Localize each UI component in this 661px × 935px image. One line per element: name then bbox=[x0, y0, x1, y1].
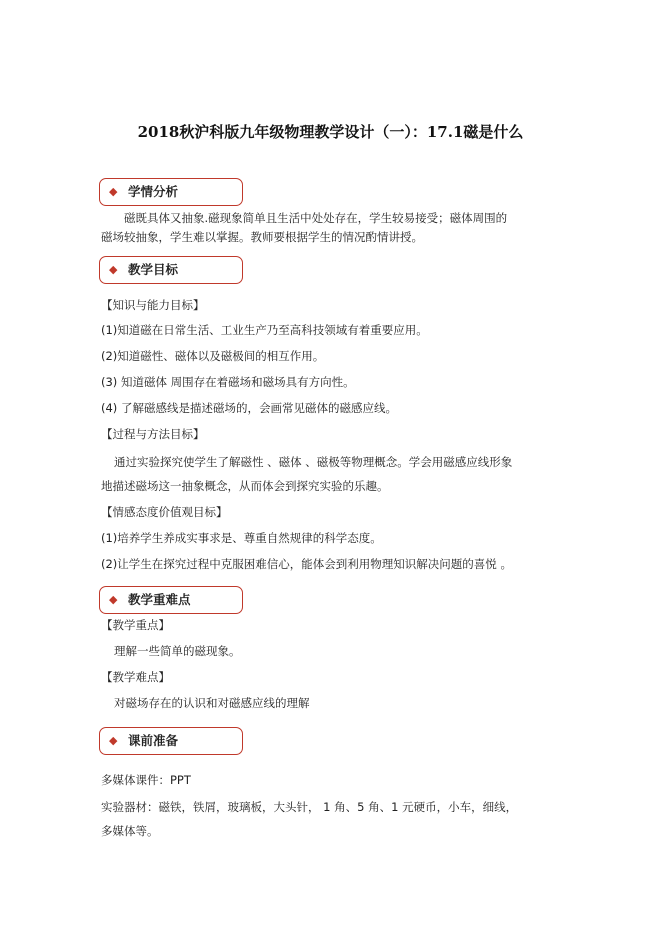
section-header-label: 学情分析 bbox=[128, 184, 179, 199]
diamond-icon: ◆ bbox=[109, 593, 118, 606]
diamond-icon: ◆ bbox=[109, 185, 118, 198]
process-line-1: 通过实验探究使学生了解磁性 、磁体 、磁极等物理概念。学会用磁感应线形象 bbox=[114, 455, 513, 469]
section-header-label: 教学目标 bbox=[128, 262, 179, 277]
emotion-item: (1)培养学生养成实事求是、尊重自然规律的科学态度。 bbox=[101, 531, 382, 545]
process-line-2: 地描述磁场这一抽象概念，从而体会到探究实验的乐趣。 bbox=[101, 479, 389, 493]
page-title: 2018秋沪科版九年级物理教学设计（一）：17.1磁是什么 bbox=[137, 123, 524, 141]
key-heading: 【教学重点】 bbox=[101, 618, 170, 632]
knowledge-item: (1)知道磁在日常生活、工业生产乃至高科技领域有着重要应用。 bbox=[101, 323, 428, 337]
analysis-line-2: 磁场较抽象，学生难以掌握。教师要根据学生的情况酌情讲授。 bbox=[101, 230, 423, 244]
section-header-keypoints bbox=[99, 586, 243, 614]
difficult-text: 对磁场存在的认识和对磁感应线的理解 bbox=[114, 696, 310, 710]
emotion-item: (2)让学生在探究过程中克服困难信心，能体会到利用物理知识解决问题的喜悦 。 bbox=[101, 557, 512, 571]
knowledge-item: (3) 知道磁体 周围存在着磁场和磁场具有方向性。 bbox=[101, 375, 355, 389]
knowledge-item: (4) 了解磁感线是描述磁场的，会画常见磁体的磁感应线。 bbox=[101, 401, 397, 415]
section-header-label: 教学重难点 bbox=[128, 592, 191, 607]
key-text: 理解一些简单的磁现象。 bbox=[114, 644, 241, 658]
section-header-analysis bbox=[99, 178, 243, 206]
section-header-prep bbox=[99, 727, 243, 755]
knowledge-item: (2)知道磁性、磁体以及磁极间的相互作用。 bbox=[101, 349, 325, 363]
equipment-line-2: 多媒体等。 bbox=[101, 824, 159, 838]
diamond-icon: ◆ bbox=[109, 734, 118, 747]
section-header-label: 课前准备 bbox=[128, 733, 179, 748]
emotion-heading: 【情感态度价值观目标】 bbox=[101, 505, 228, 519]
diamond-icon: ◆ bbox=[109, 263, 118, 276]
difficult-heading: 【教学难点】 bbox=[101, 670, 170, 684]
section-header-goals bbox=[99, 256, 243, 284]
knowledge-heading: 【知识与能力目标】 bbox=[101, 298, 205, 312]
process-heading: 【过程与方法目标】 bbox=[101, 427, 205, 441]
equipment-line-1: 实验器材：磁铁，铁屑，玻璃板，大头针， 1 角、5 角、1 元硬币，小车，细线， bbox=[101, 800, 518, 814]
analysis-line-1: 磁既具体又抽象.磁现象简单且生活中处处存在，学生较易接受；磁体周围的 bbox=[124, 211, 508, 225]
multimedia-text: 多媒体课件：PPT bbox=[101, 773, 191, 787]
